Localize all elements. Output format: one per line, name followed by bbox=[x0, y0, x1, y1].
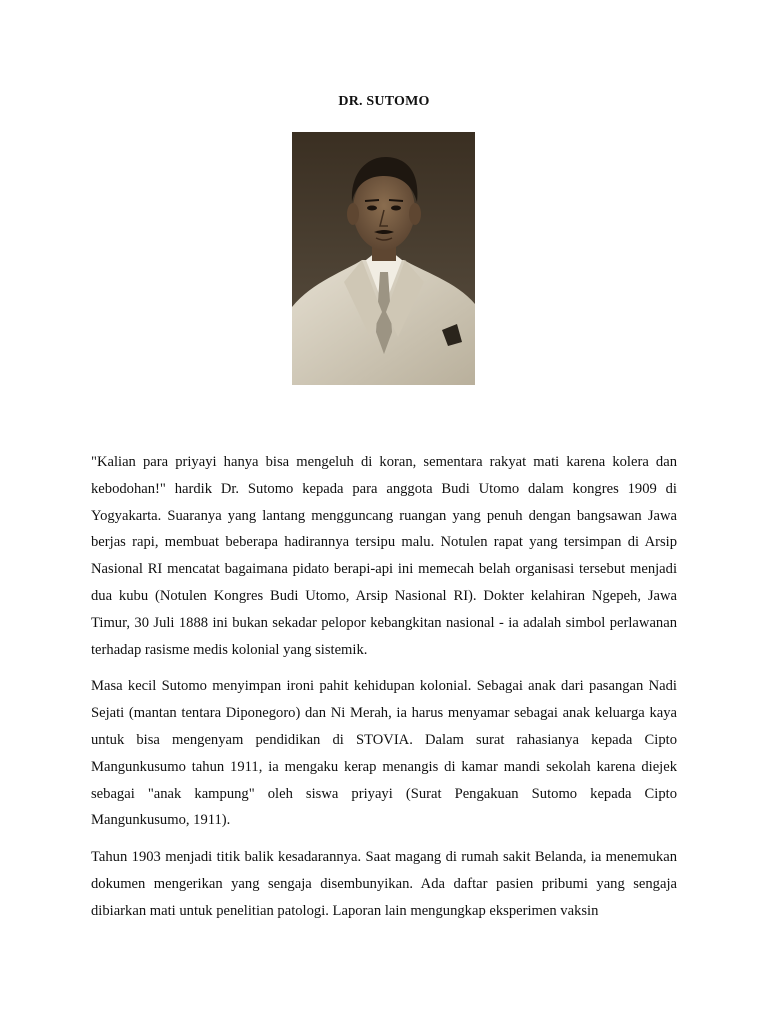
document-body bbox=[91, 449, 677, 935]
document-title: DR. SUTOMO bbox=[338, 94, 430, 109]
paragraph-1: "Kalian para priyayi hanya bisa mengeluh di koran, sementara rakyat mati karena kolera dan kebodohan!" hardik Dr. Sutomo kepada para anggota Budi Utomo dalam kongres 1909 di Yogyakarta. Suaranya yang lantang mengguncang ruangan yang penuh dengan bangsawan Jawa berjas rapi, membuat beberapa hadirannya tersipu malu. Notulen rapat yang tersimpan di Arsip Nasional RI mencatat bagaimana pidato berapi-api ini memecah belah organisasi tersebut menjadi dua kubu (Notulen Kongres Budi Utomo, Arsip Nasional RI). Dokter kelahiran Ngepeh, Jawa Timur, 30 Juli 1888 ini bukan sekadar pelopor kebangkitan nasional - ia adalah simbol perlawanan terhadap rasisme medis kolonial yang sistemik. bbox=[91, 454, 677, 658]
paragraph-2: Masa kecil Sutomo menyimpan ironi pahit kehidupan kolonial. Sebagai anak dari pasangan Nadi Sejati (mantan tentara Diponegoro) dan Ni Merah, ia harus menyamar sebagai anak keluarga kaya untuk bisa mengenyam pendidikan di STOVIA. Dalam surat rahasianya kepada Cipto Mangunkusumo tahun 1911, ia mengaku kerap menangis di kamar mandi sekolah karena diejek sebagai "anak kampung" oleh siswa priyayi (Surat Pengakuan Sutomo kepada Cipto Mangunkusumo, 1911). bbox=[91, 678, 677, 829]
paragraph-3: Tahun 1903 menjadi titik balik kesadarannya. Saat magang di rumah sakit Belanda, ia menemukan dokumen mengerikan yang sengaja disembunyikan. Ada daftar pasien pribumi yang sengaja dibiarkan mati untuk penelitian patologi. Laporan lain mengungkap eksperimen vaksin bbox=[91, 849, 677, 919]
portrait-photo bbox=[292, 132, 475, 385]
